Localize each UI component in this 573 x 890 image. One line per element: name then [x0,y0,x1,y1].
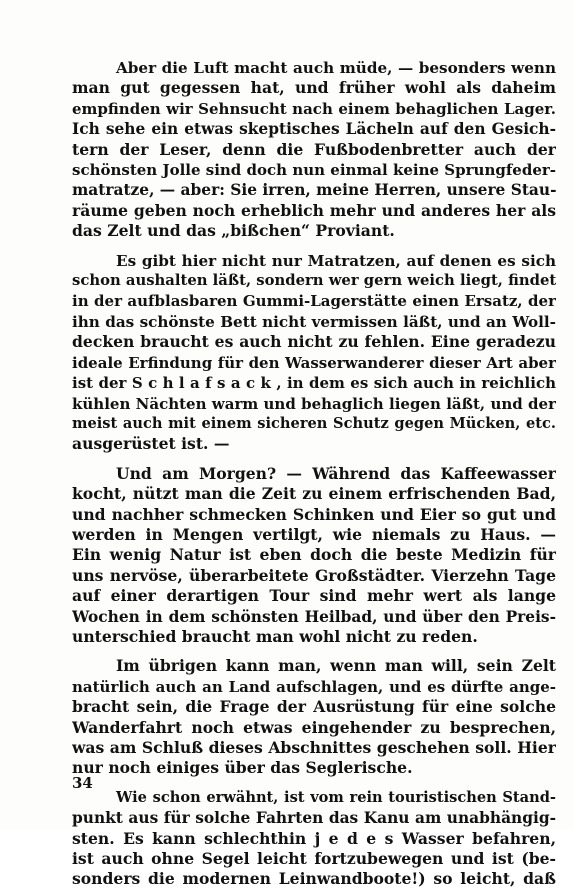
text-line: Ein wenig Natur ist eben doch die beste Medizin für [72,545,556,565]
body-text [72,58,556,890]
text-line: unterschied braucht man wohl nicht zu reden. [72,626,478,646]
text-line: räume geben noch erheblich mehr und anderes her als [72,200,556,220]
text-line: was am Schluß dieses Abschnittes geschehen soll. Hier [72,738,556,757]
text-line: Wochen in dem schönsten Heilbad, und über den Preis- [72,607,556,626]
text-line: Wanderfahrt noch etwas eingehender zu besprechen, [72,717,556,737]
text-line: in der aufblasbaren Gummi-Lagerstätte einen Ersatz, der [72,292,556,311]
paragraph [72,58,556,242]
text-line: kocht, nützt man die Zeit zu einem erfrischenden Bad, [72,484,556,504]
text-line: werden in Mengen vertilgt, wie niemals zu Haus. — [72,524,556,544]
paragraph [72,251,556,455]
text-line: man gut gegessen hat, und früher wohl als daheim [72,78,556,98]
text-line: ist der S c h l a f s a c k , in dem es sich auch in reichlich [72,374,556,393]
text-line: Es gibt hier nicht nur Matratzen, auf denen es sich [116,251,556,270]
text-line: Und am Morgen? — Während das Kaffeewasser [116,463,556,483]
text-line: matratze, — aber: Sie irren, meine Herren, unsere Stau- [72,181,556,200]
text-line: punkt aus für solche Fahrten das Kanu am unabhängig- [72,809,556,828]
text-line: auf einer derartigen Tour sind mehr wert als lange [72,586,556,606]
paragraph [72,656,556,778]
text-line: empfinden wir Sehnsucht nach einem behaglichen Lager. [72,99,556,118]
text-line: schönsten Jolle sind doch nun einmal keine Sprungfeder- [72,161,556,180]
text-line: bracht sein, die Frage der Ausrüstung für eine solche [72,697,556,717]
text-line: ihn das schönste Bett nicht vermissen läßt, und an Woll- [72,312,556,331]
text-line: schon aushalten läßt, sondern wer gern weich liegt, findet [72,272,556,290]
text-line: tern der Leser, denn die Fußbodenbretter auch der [72,139,556,159]
text-line: uns nervöse, überarbeitete Großstädter. Vierzehn Tage [72,565,556,585]
text-line: sten. Es kann schlechthin j e d e s Wasser befahren, [72,828,556,848]
text-line: Ich sehe ein etwas skeptisches Lächeln auf den Gesich- [72,120,556,139]
text-line: und nachher schmecken Schinken und Eier so gut und [72,504,556,524]
page-number: 34 [72,774,93,792]
paragraph [72,464,556,648]
text-line: ideale Erfindung für den Wasserwanderer dieser Art aber [72,353,556,372]
text-line: ausgerüstet ist. — [72,434,230,454]
text-line: decken braucht es auch nicht zu fehlen. Eine geradezu [72,332,556,352]
text-line: kühlen Nächten warm und behaglich liegen läßt, und der [72,394,556,413]
text-line: das Zelt und das „bißchen“ Proviant. [72,221,395,241]
text-line: natürlich auch an Land aufschlagen, und es dürfte ange- [72,677,556,696]
text-line: Aber die Luft macht auch müde, — besonders wenn [116,59,556,77]
text-line: ist auch ohne Segel leicht fortzubewegen und ist (be- [72,849,556,869]
text-line: Im übrigen kann man, wenn man will, sein Zelt [116,656,556,676]
paragraph [72,788,556,890]
text-line: Wie schon erwähnt, ist vom rein touristischen Stand- [116,788,556,806]
text-line: sonders die modernen Leinwandboote!) so leicht, daß [72,869,556,889]
text-line: nur noch einiges über das Seglerische. [72,758,413,778]
text-line: meist auch mit einem sicheren Schutz gegen Mücken, etc. [72,414,556,432]
